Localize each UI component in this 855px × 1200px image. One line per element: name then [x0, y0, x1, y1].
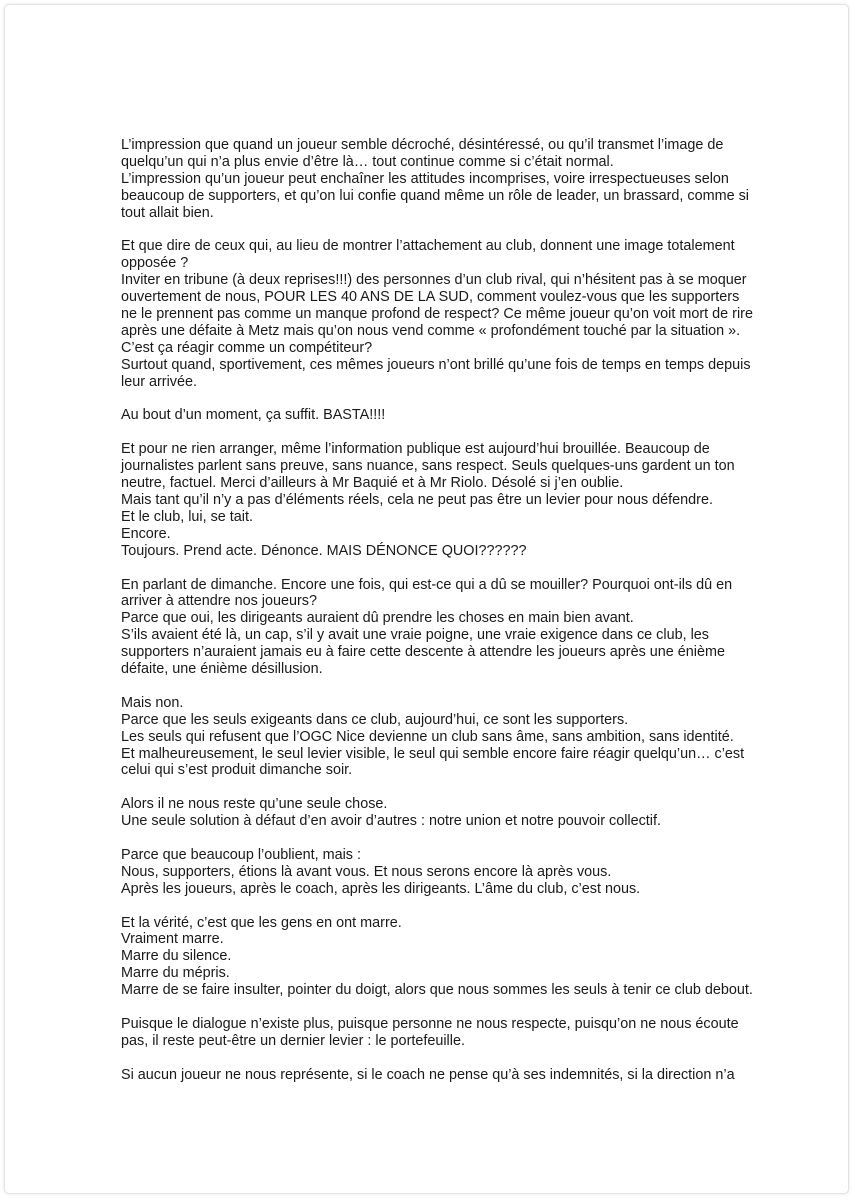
text-line: défaite, une énième désillusion. — [121, 661, 323, 678]
text-line: L’impression qu’un joueur peut enchaîner les attitudes incomprises, voire irrespectueuses selon — [121, 170, 729, 187]
paragraph-spacer — [121, 999, 761, 1016]
text-line: Les seuls qui refusent que l’OGC Nice devienne un club sans âme, sans ambition, sans identité. — [121, 728, 734, 745]
text-line: Marre du silence. — [121, 948, 232, 965]
text-line: Puisque le dialogue n’existe plus, puisque personne ne nous respecte, puisqu’on ne nous écoute — [121, 1015, 739, 1032]
text-line: pas, il reste peut-être un dernier levier : le portefeuille. — [121, 1032, 465, 1049]
text-line: Mais non. — [121, 694, 184, 711]
text-line: opposée ? — [121, 255, 189, 272]
text-line: Si aucun joueur ne nous représente, si le coach ne pense qu’à ses indemnités, si la direction n’a — [121, 1066, 735, 1083]
text-line: Et le club, lui, se tait. — [121, 508, 253, 525]
paragraph-spacer — [121, 678, 761, 695]
text-line: Parce que les seuls exigeants dans ce club, aujourd’hui, ce sont les supporters. — [121, 711, 629, 728]
text-line: ouvertement de nous, POUR LES 40 ANS DE LA SUD, comment voulez-vous que les supporters — [121, 289, 740, 306]
text-line: beaucoup de supporters, et qu’on lui confie quand même un rôle de leader, un brassard, comme si — [121, 187, 749, 204]
text-line: leur arrivée. — [121, 373, 197, 390]
text-line: arriver à attendre nos joueurs? — [121, 593, 317, 610]
text-line: Après les joueurs, après le coach, après les dirigeants. L’âme du club, c’est nous. — [121, 880, 641, 897]
text-line: S’ils avaient été là, un cap, s’il y avait une vraie poigne, une vraie exigence dans ce club, les — [121, 627, 709, 644]
text-line: Toujours. Prend acte. Dénonce. MAIS DÉNONCE QUOI?????? — [121, 542, 527, 559]
text-line: après une défaite à Metz mais qu’on nous vend comme « profondément touché par la situation ». — [121, 322, 741, 339]
paragraph-spacer — [121, 830, 761, 847]
text-line: tout allait bien. — [121, 204, 214, 221]
text-line: Surtout quand, sportivement, ces mêmes joueurs n’ont brillé qu’une fois de temps en temps depuis — [121, 356, 751, 373]
text-line: celui qui s’est produit dimanche soir. — [121, 762, 353, 779]
paragraph-spacer — [121, 560, 761, 577]
text-line: neutre, factuel. Merci d’ailleurs à Mr Baquié et à Mr Riolo. Désolé si j’en oublie. — [121, 475, 624, 492]
text-line: Marre de se faire insulter, pointer du doigt, alors que nous sommes les seuls à tenir ce club debout. — [121, 982, 753, 999]
text-line: ne le prennent pas comme un manque profond de respect? Ce même joueur qu’on voit mort de rire — [121, 306, 753, 323]
paragraph-spacer — [121, 424, 761, 441]
text-line: Et que dire de ceux qui, au lieu de montrer l’attachement au club, donnent une image totalement — [121, 238, 735, 255]
text-line: supporters n’auraient jamais eu à faire cette descente à attendre les joueurs après une énième — [121, 644, 725, 661]
text-line: Et pour ne rien arranger, même l’information publique est aujourd’hui brouillée. Beaucoup de — [121, 441, 710, 458]
text-line: En parlant de dimanche. Encore une fois, qui est-ce qui a dû se mouiller? Pourquoi ont-ils dû en — [121, 576, 733, 593]
text-line: Marre du mépris. — [121, 965, 230, 982]
text-line: Mais tant qu’il n’y a pas d’éléments réels, cela ne peut pas être un levier pour nous défendre. — [121, 491, 713, 508]
text-line: Inviter en tribune (à deux reprises!!!) des personnes d’un club rival, qui n’hésitent pas à se moquer — [121, 272, 747, 289]
document-body — [121, 137, 761, 1084]
text-line: Une seule solution à défaut d’en avoir d’autres : notre union et notre pouvoir collectif. — [121, 813, 661, 830]
text-line: Au bout d’un moment, ça suffit. BASTA!!!! — [121, 407, 386, 424]
text-line: Et la vérité, c’est que les gens en ont marre. — [121, 914, 402, 931]
text-line: Alors il ne nous reste qu’une seule chose. — [121, 796, 388, 813]
text-line: C’est ça réagir comme un compétiteur? — [121, 339, 373, 356]
text-line: Nous, supporters, étions là avant vous. Et nous serons encore là après vous. — [121, 863, 612, 880]
text-line: Parce que beaucoup l’oublient, mais : — [121, 846, 361, 863]
paragraph-spacer — [121, 1050, 761, 1067]
document-page — [4, 4, 849, 1194]
text-line: journalistes parlent sans preuve, sans nuance, sans respect. Seuls quelques-uns gardent un ton — [121, 458, 735, 475]
paragraph-spacer — [121, 898, 761, 915]
text-line: Vraiment marre. — [121, 931, 224, 948]
text-line: Parce que oui, les dirigeants auraient dû prendre les choses en main bien avant. — [121, 610, 634, 627]
paragraph-spacer — [121, 222, 761, 239]
paragraph-spacer — [121, 779, 761, 796]
text-line: Encore. — [121, 525, 171, 542]
text-line: L’impression que quand un joueur semble décroché, désintéressé, ou qu’il transmet l’image de — [121, 137, 724, 153]
text-line: Et malheureusement, le seul levier visible, le seul qui semble encore faire réagir quelqu’un… c’est — [121, 745, 745, 762]
text-line: quelqu’un qui n’a plus envie d’être là… tout continue comme si c’était normal. — [121, 153, 614, 170]
paragraph-spacer — [121, 391, 761, 408]
